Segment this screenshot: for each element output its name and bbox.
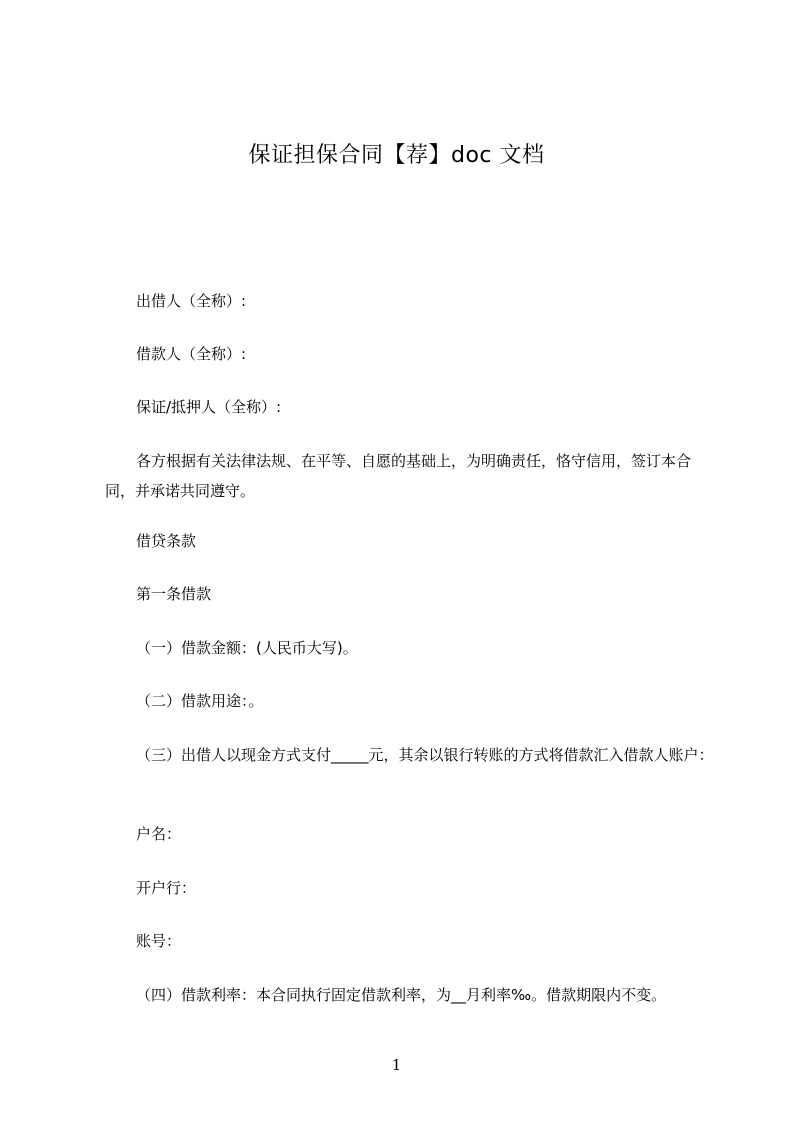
guarantor-field: 保证/抵押人（全称）: bbox=[136, 398, 282, 416]
account-name-field: 户名： bbox=[136, 825, 182, 843]
preamble-paragraph: 各方根据有关法律法规、在平等、自愿的基础上，为明确责任，恪守信用，签订本合同，并承诺共同遵守。 bbox=[105, 452, 692, 500]
loan-purpose-clause: （二）借款用途：。 bbox=[136, 692, 264, 710]
account-number-field: 账号： bbox=[136, 932, 182, 950]
borrower-field: 借款人（全称）: bbox=[136, 345, 247, 363]
loan-amount-clause: （一）借款金额：(人民币大写)。 bbox=[136, 639, 358, 657]
payment-method-clause: （三）出借人以现金方式支付_____元，其余以银行转账的方式将借款汇入借款人账户： bbox=[136, 746, 714, 764]
interest-rate-clause: （四）借款利率：本合同执行固定借款利率，为__月利率‰。借款期限内不变。 bbox=[136, 986, 667, 1004]
page-number: 1 bbox=[391, 1056, 402, 1074]
bank-branch-field: 开户行： bbox=[136, 879, 197, 897]
document-title: 保证担保合同【荐】doc 文档 bbox=[248, 143, 545, 168]
lender-field: 出借人（全称）: bbox=[136, 292, 247, 310]
article-one-heading: 第一条借款 bbox=[136, 585, 212, 603]
loan-terms-heading: 借贷条款 bbox=[136, 532, 197, 550]
